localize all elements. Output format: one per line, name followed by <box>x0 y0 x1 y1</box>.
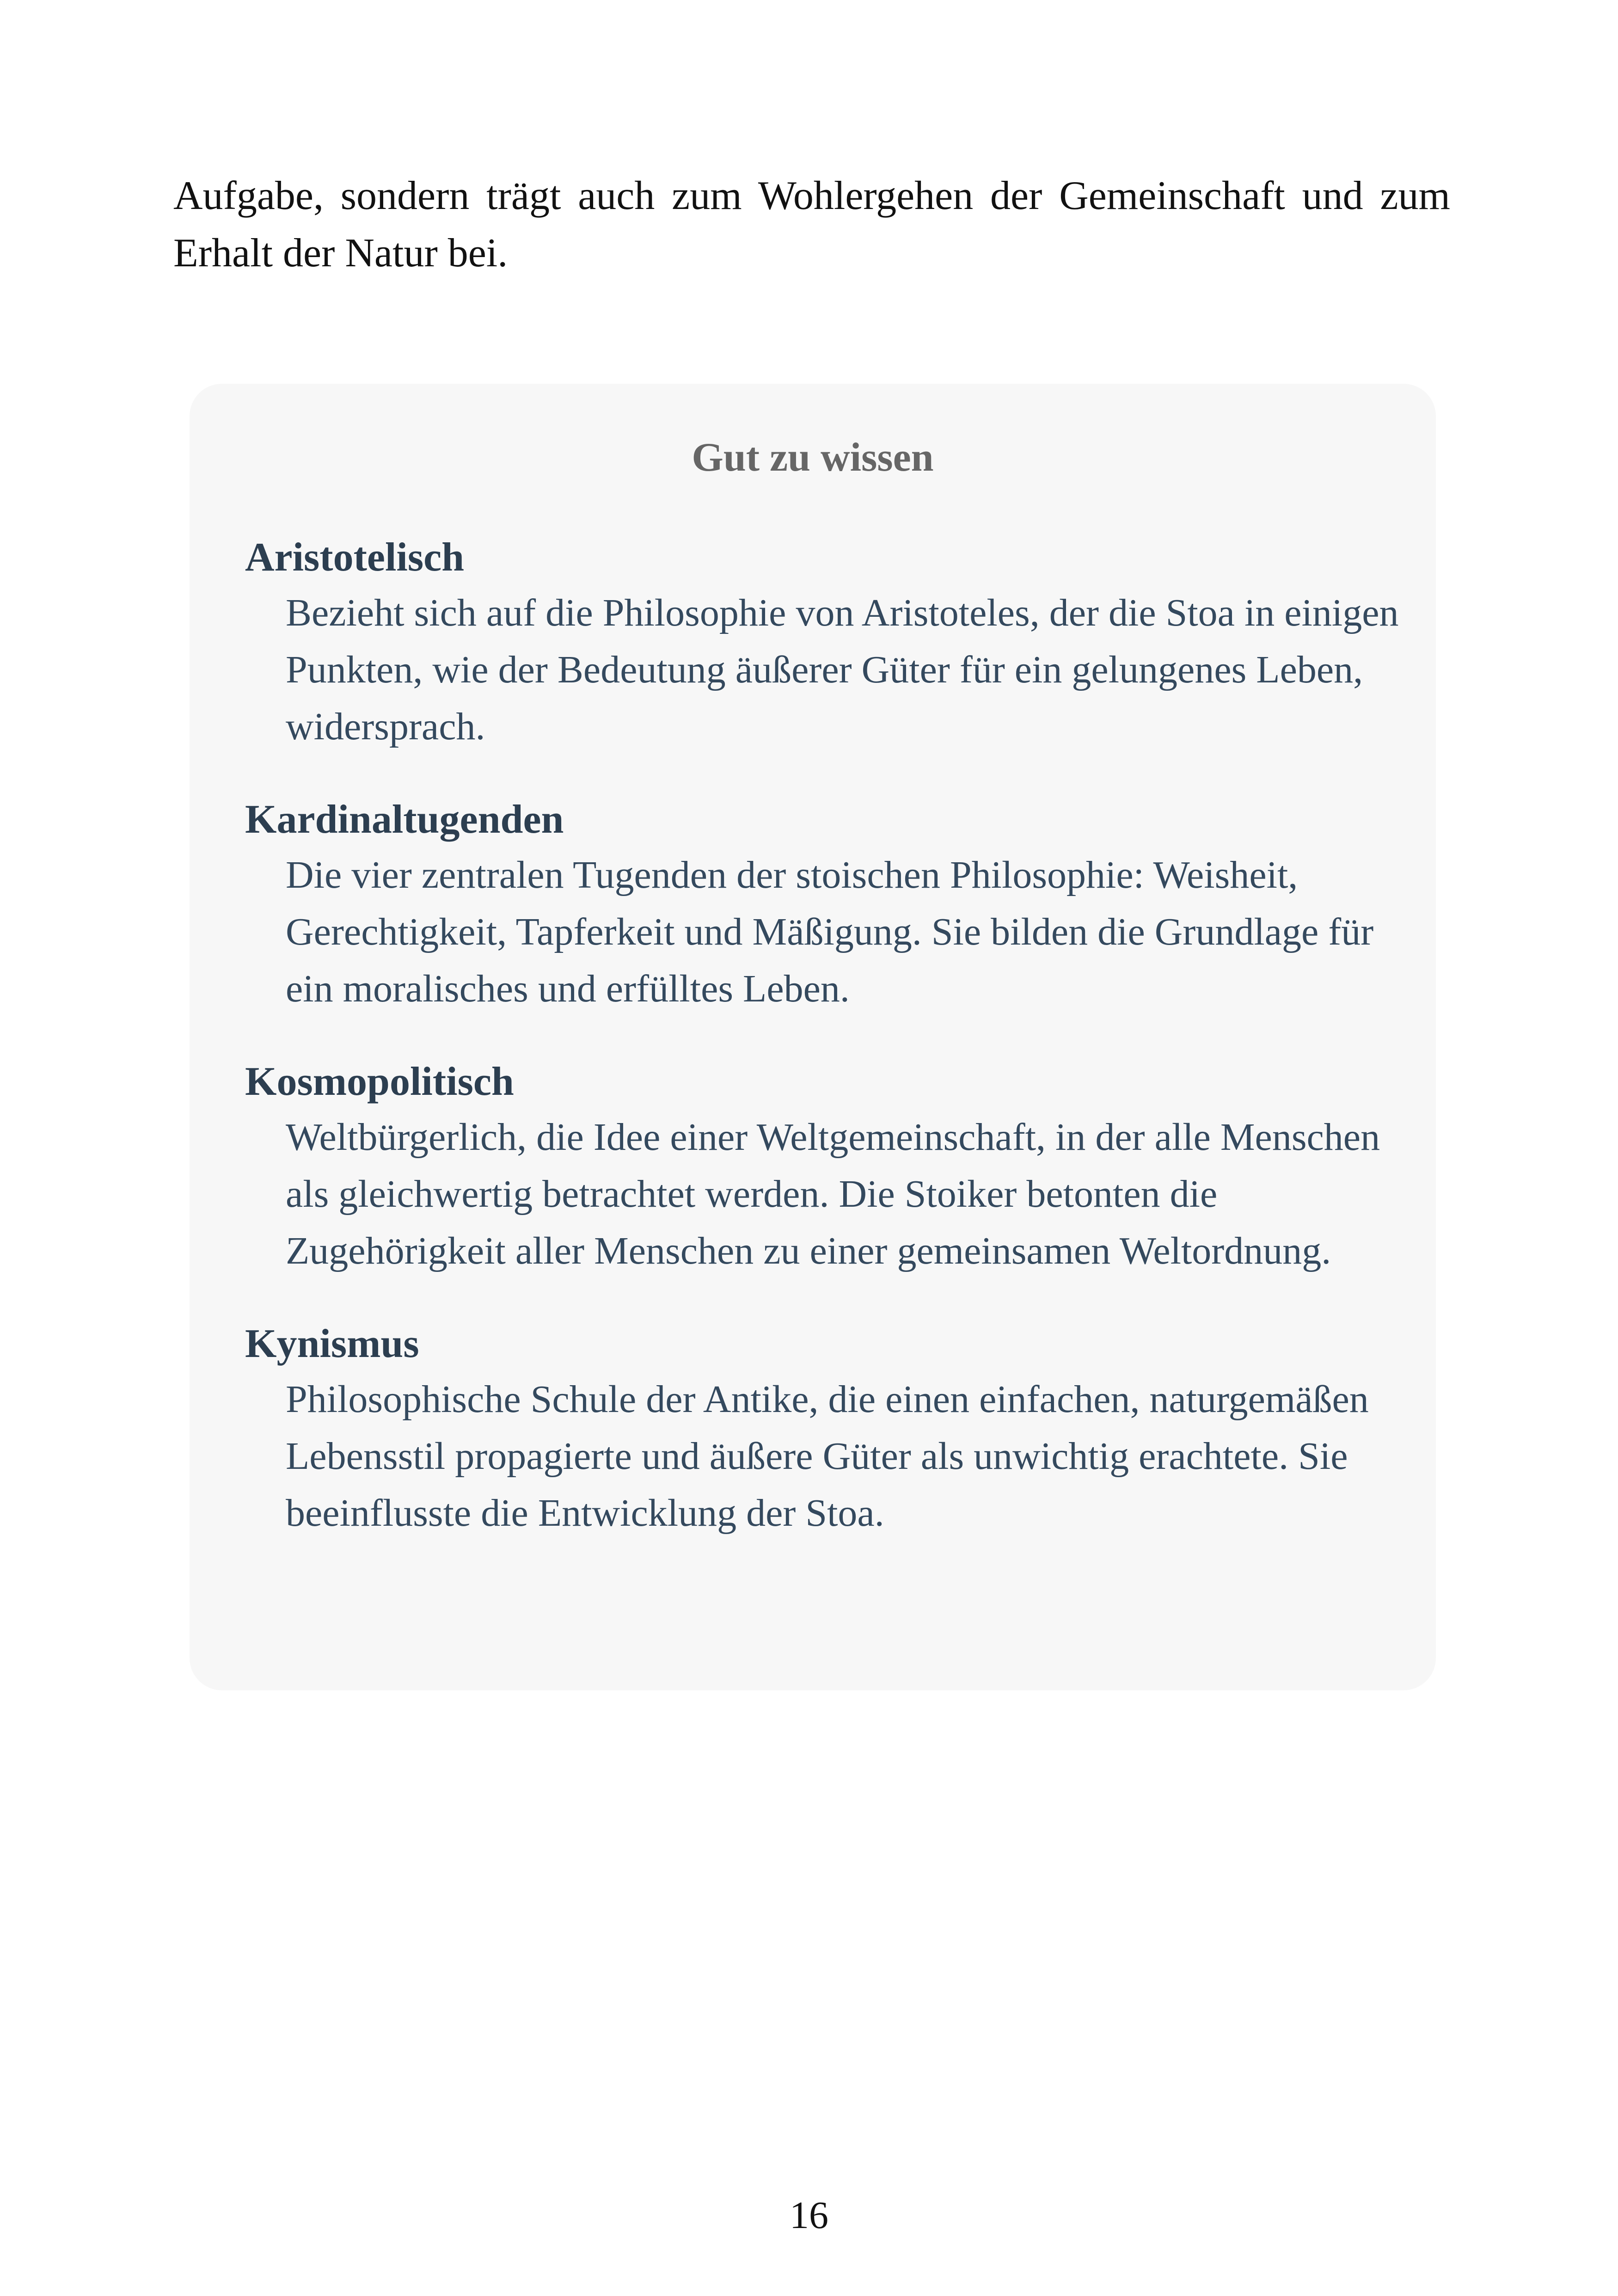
glossary-entry <box>245 1317 1401 1541</box>
glossary-entry <box>245 793 1401 1017</box>
glossary-definition: Weltbürgerlich, die Idee einer Weltgemeinschaft, in der alle Menschen als gleichwertig betrachtet werden. Die Stoiker betonten die Zugehörigkeit aller Menschen zu einer gemeinsamen Weltordnung. <box>286 1116 1380 1272</box>
glossary-definition: Bezieht sich auf die Philosophie von Aristoteles, der die Stoa in einigen Punkten, wie der Bedeutung äußerer Güter für ein gelungenes Leben, widersprach. <box>286 591 1399 748</box>
info-box <box>190 384 1436 1690</box>
glossary-list <box>245 531 1401 1579</box>
glossary-entry <box>245 531 1401 755</box>
glossary-term: Aristotelisch <box>245 535 465 580</box>
glossary-definition: Die vier zentralen Tugenden der stoischen Philosophie: Weisheit, Gerechtigkeit, Tapferkeit und Mäßigung. Sie bilden die Grundlage für ein moralisches und erfülltes Leben. <box>286 853 1374 1010</box>
intro-paragraph: Aufgabe, sondern trägt auch zum Wohlergehen der Gemeinschaft und zum Erhalt der Natur bei. <box>173 173 1450 276</box>
glossary-term: Kardinaltugenden <box>245 797 564 842</box>
glossary-term: Kynismus <box>245 1321 419 1366</box>
page-number: 16 <box>790 2194 828 2237</box>
glossary-entry <box>245 1055 1401 1279</box>
glossary-definition: Philosophische Schule der Antike, die einen einfachen, naturgemäßen Lebensstil propagierte und äußere Güter als unwichtig erachtete. Sie beeinflusste die Entwicklung der Stoa. <box>286 1378 1369 1535</box>
info-box-title: Gut zu wissen <box>692 435 934 480</box>
glossary-term: Kosmopolitisch <box>245 1059 514 1104</box>
